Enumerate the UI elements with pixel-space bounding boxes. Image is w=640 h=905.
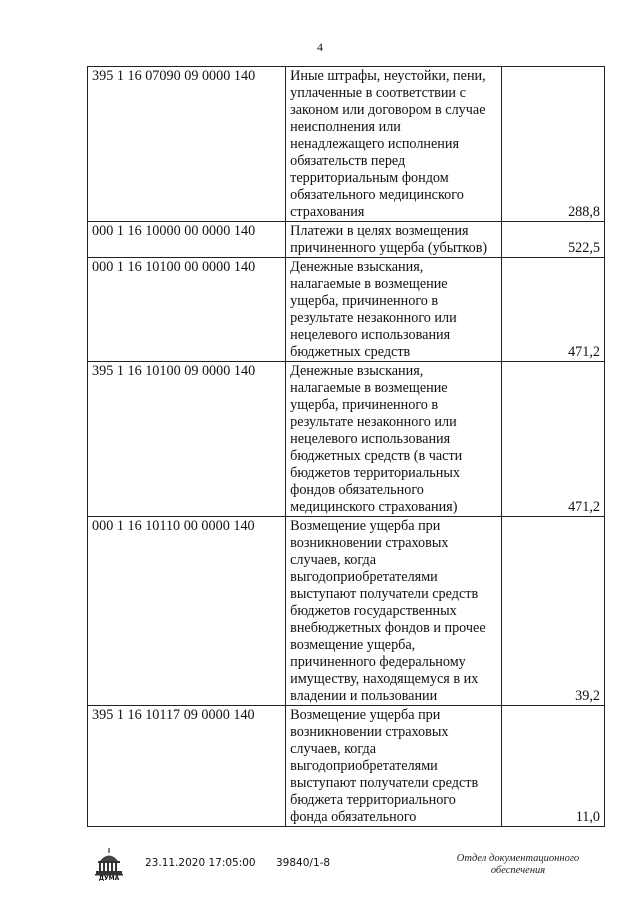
table-row xyxy=(88,362,605,517)
description-line: бюджетов государственных xyxy=(290,603,457,619)
table-row xyxy=(88,222,605,258)
description-line: Иные штрафы, неустойки, пени, xyxy=(290,68,486,84)
amount-cell: 471,2 xyxy=(501,362,604,517)
department-stamp xyxy=(438,853,598,877)
description-line: уплаченные в соответствии с xyxy=(290,85,466,101)
description-line: налагаемые в возмещение xyxy=(290,380,448,396)
budget-code-cell: 000 1 16 10110 00 0000 140 xyxy=(88,517,286,706)
description-line: Возмещение ущерба при xyxy=(290,707,441,723)
description-cell xyxy=(286,258,502,362)
description-line: бюджета территориального xyxy=(290,792,456,808)
description-cell xyxy=(286,362,502,517)
description-line: случаев, когда xyxy=(290,741,377,757)
description-line: владении и пользовании xyxy=(290,688,438,704)
table-row xyxy=(88,706,605,827)
department-line: обеспечения xyxy=(490,865,546,876)
description-line: обязательств перед xyxy=(290,153,406,169)
description-line: Возмещение ущерба при xyxy=(290,518,441,534)
duma-logo-icon xyxy=(92,845,126,885)
description-line: налагаемые в возмещение xyxy=(290,276,448,292)
description-cell xyxy=(286,517,502,706)
description-line: возмещение ущерба, xyxy=(290,637,416,653)
description-line: случаев, когда xyxy=(290,552,377,568)
description-line: ущерба, причиненного в xyxy=(290,397,439,413)
description-line: Денежные взыскания, xyxy=(290,259,424,275)
description-line: фонда обязательного xyxy=(290,809,417,825)
description-line: фондов обязательного xyxy=(290,482,424,498)
description-line: результате незаконного или xyxy=(290,414,457,430)
description-line: неисполнения или xyxy=(290,119,401,135)
table-row xyxy=(88,67,605,222)
budget-code-cell: 395 1 16 10117 09 0000 140 xyxy=(88,706,286,827)
description-line: территориальным фондом xyxy=(290,170,449,186)
amount-cell: 471,2 xyxy=(501,258,604,362)
description-line: выгодоприобретателями xyxy=(290,569,438,585)
description-line: ущерба, причиненного в xyxy=(290,293,439,309)
description-cell xyxy=(286,222,502,258)
registration-number: 39840/1-8 xyxy=(276,857,331,869)
amount-cell: 522,5 xyxy=(501,222,604,258)
description-line: имуществу, находящемуся в их xyxy=(290,671,479,687)
budget-table xyxy=(87,66,605,827)
description-line: бюджетных средств (в части xyxy=(290,448,463,464)
department-line: Отдел документационного xyxy=(456,853,580,864)
amount-cell: 288,8 xyxy=(501,67,604,222)
description-cell xyxy=(286,706,502,827)
description-line: медицинского страхования) xyxy=(290,499,458,515)
budget-code-cell: 395 1 16 07090 09 0000 140 xyxy=(88,67,286,222)
amount-cell: 39,2 xyxy=(501,517,604,706)
table-row xyxy=(88,258,605,362)
description-line: обязательного медицинского xyxy=(290,187,464,203)
budget-code-cell: 000 1 16 10100 00 0000 140 xyxy=(88,258,286,362)
description-line: ненадлежащего исполнения xyxy=(290,136,459,152)
budget-code-cell: 395 1 16 10100 09 0000 140 xyxy=(88,362,286,517)
description-line: выгодоприобретателями xyxy=(290,758,438,774)
description-cell xyxy=(286,67,502,222)
budget-code-cell: 000 1 16 10000 00 0000 140 xyxy=(88,222,286,258)
description-line: причиненного ущерба (убытков) xyxy=(290,240,488,256)
description-line: бюджетных средств xyxy=(290,344,411,360)
logo-text: ДУМА xyxy=(98,875,120,882)
page-footer xyxy=(0,845,640,895)
description-line: выступают получатели средств xyxy=(290,775,479,791)
description-line: законом или договором в случае xyxy=(290,102,486,118)
description-line: выступают получатели средств xyxy=(290,586,479,602)
description-line: страхования xyxy=(290,204,365,220)
table-row xyxy=(88,517,605,706)
registration-timestamp: 23.11.2020 17:05:00 xyxy=(145,857,256,869)
description-line: Денежные взыскания, xyxy=(290,363,424,379)
description-line: результате незаконного или xyxy=(290,310,457,326)
description-line: внебюджетных фондов и прочее xyxy=(290,620,486,636)
description-line: возникновении страховых xyxy=(290,724,449,740)
description-line: бюджетов территориальных xyxy=(290,465,460,481)
page-number: 4 xyxy=(317,40,323,54)
description-line: причиненного федеральному xyxy=(290,654,466,670)
description-line: нецелевого использования xyxy=(290,431,451,447)
description-line: возникновении страховых xyxy=(290,535,449,551)
amount-cell: 11,0 xyxy=(501,706,604,827)
description-line: Платежи в целях возмещения xyxy=(290,223,469,239)
description-line: нецелевого использования xyxy=(290,327,451,343)
